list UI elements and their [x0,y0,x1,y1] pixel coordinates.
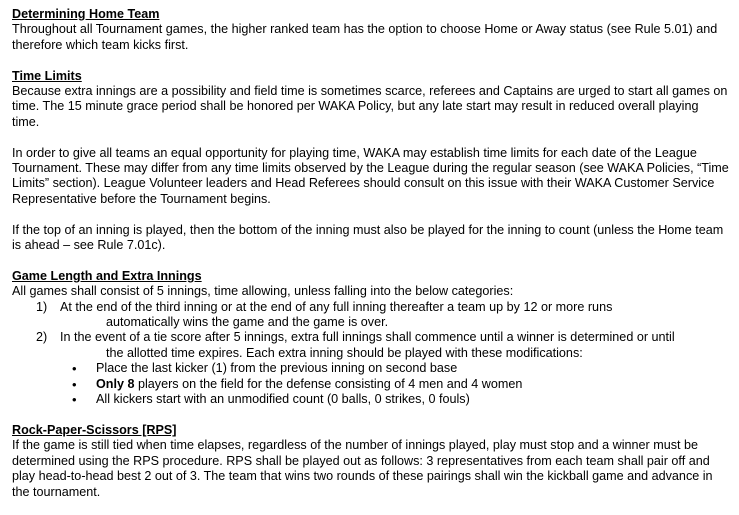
time-limits-paragraph-1: Because extra innings are a possibility and field time is sometimes scarce, referees and Captains are urged to start all games on time. The 15 minute grace period shall be honored per WAKA Policy, but any late start may result in reduced overall playing time. [12,84,728,129]
bullet-item [12,392,729,407]
list-item-text: the allotted time expires. Each extra inning should be played with these modifications: [106,345,583,360]
bullet-item [12,377,729,392]
heading-home-team: Determining Home Team [12,7,160,21]
game-length-intro: All games shall consist of 5 innings, time allowing, unless falling into the below categories: [12,284,514,299]
heading-game-length: Game Length and Extra Innings [12,268,202,283]
list-item [12,300,729,331]
list-item-text: automatically wins the game and the game is over. [106,315,389,330]
bullet-text: players on the field for the defense consisting of 4 men and 4 women [134,376,523,391]
time-limits-paragraph-2: In order to give all teams an equal opportunity for playing time, WAKA may establish time limits for each date of the League Tournament. These may differ from any time limits observed by the League during the regular season (see WAKA Policies, “Time Limits” section). League Volunteer leaders and Head Referees should consult on this issue with their WAKA Customer Service Representative before the Tournament begins. [12,145,729,206]
list-item-text: In the event of a tie score after 5 innings, extra full innings shall commence until a winner is determined or until [60,330,675,345]
bullet-text: All kickers start with an unmodified count (0 balls, 0 strikes, 0 fouls) [96,392,470,407]
bullet-icon: • [72,376,77,392]
list-item [12,330,729,361]
home-team-paragraph: Throughout all Tournament games, the higher ranked team has the option to choose Home or Away status (see Rule 5.01) and therefore which team kicks first. [12,22,718,52]
bullet-text: Place the last kicker (1) from the previous inning on second base [96,361,458,376]
rps-paragraph: If the game is still tied when time elapses, regardless of the number of innings played, play must stop and a winner must be determined using the RPS procedure. RPS shall be played out as follows: 3 representatives from each team shall pair off and play head-to-head best 2 out of 3. The team that wins two rounds of these pairings shall win the kickball game and advance in the tournament. [12,438,713,499]
list-number: 2) [36,330,48,345]
modifications-list [12,361,729,407]
bullet-item [12,361,729,376]
bullet-bold-text: Only 8 [96,376,135,391]
list-item-text: At the end of the third inning or at the end of any full inning thereafter a team up by 12 or more runs [60,299,613,314]
heading-time-limits: Time Limits [12,68,82,83]
list-number: 1) [36,299,48,314]
heading-rps: Rock-Paper-Scissors [RPS] [12,422,177,437]
bullet-icon: • [72,392,77,408]
time-limits-paragraph-3: If the top of an inning is played, then the bottom of the inning must also be played for the inning to count (unless the Home team is ahead – see Rule 7.01c). [12,222,724,253]
bullet-icon: • [72,361,77,377]
